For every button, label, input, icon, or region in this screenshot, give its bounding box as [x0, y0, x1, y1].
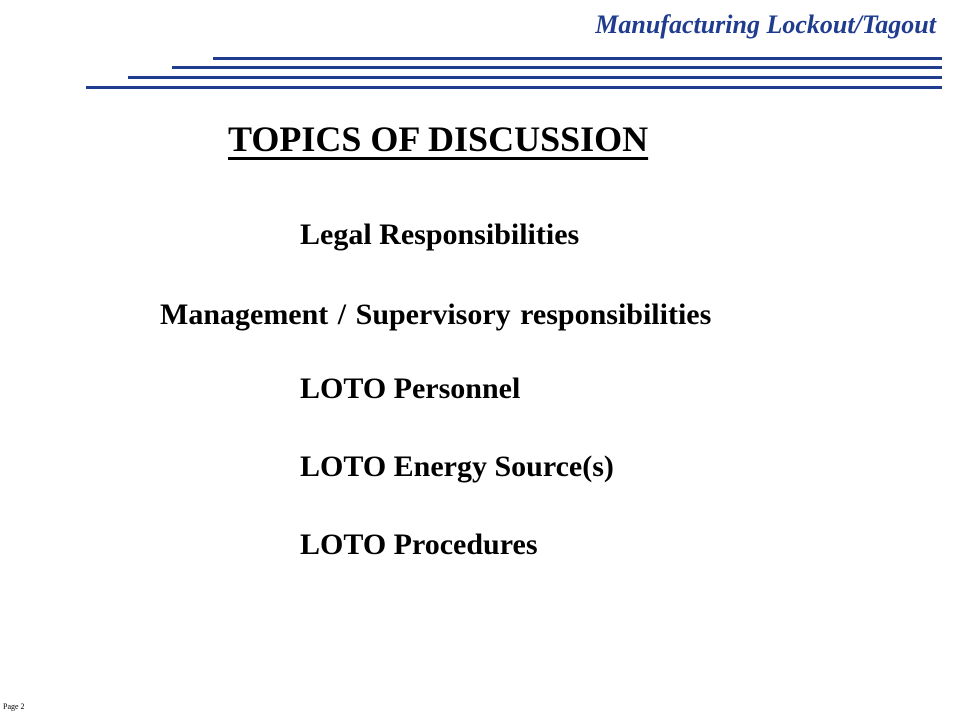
topic-loto-personnel: LOTO Personnel	[300, 372, 521, 405]
topic-management-supervisory: Management / Supervisory responsibilities	[160, 298, 712, 331]
header-rule-line	[172, 66, 942, 69]
topic-legal-responsibilities: Legal Responsibilities	[300, 218, 580, 251]
header-rule-line	[86, 86, 942, 89]
slide-heading: TOPICS OF DISCUSSION	[228, 119, 649, 159]
topic-loto-procedures: LOTO Procedures	[300, 528, 538, 561]
header-rule-line	[213, 57, 942, 60]
header-rule-line	[128, 76, 942, 79]
header-title: Manufacturing Lockout/Tagout	[595, 10, 936, 39]
page-number: Page 2	[3, 702, 25, 711]
topic-loto-energy-sources: LOTO Energy Source(s)	[300, 450, 614, 483]
